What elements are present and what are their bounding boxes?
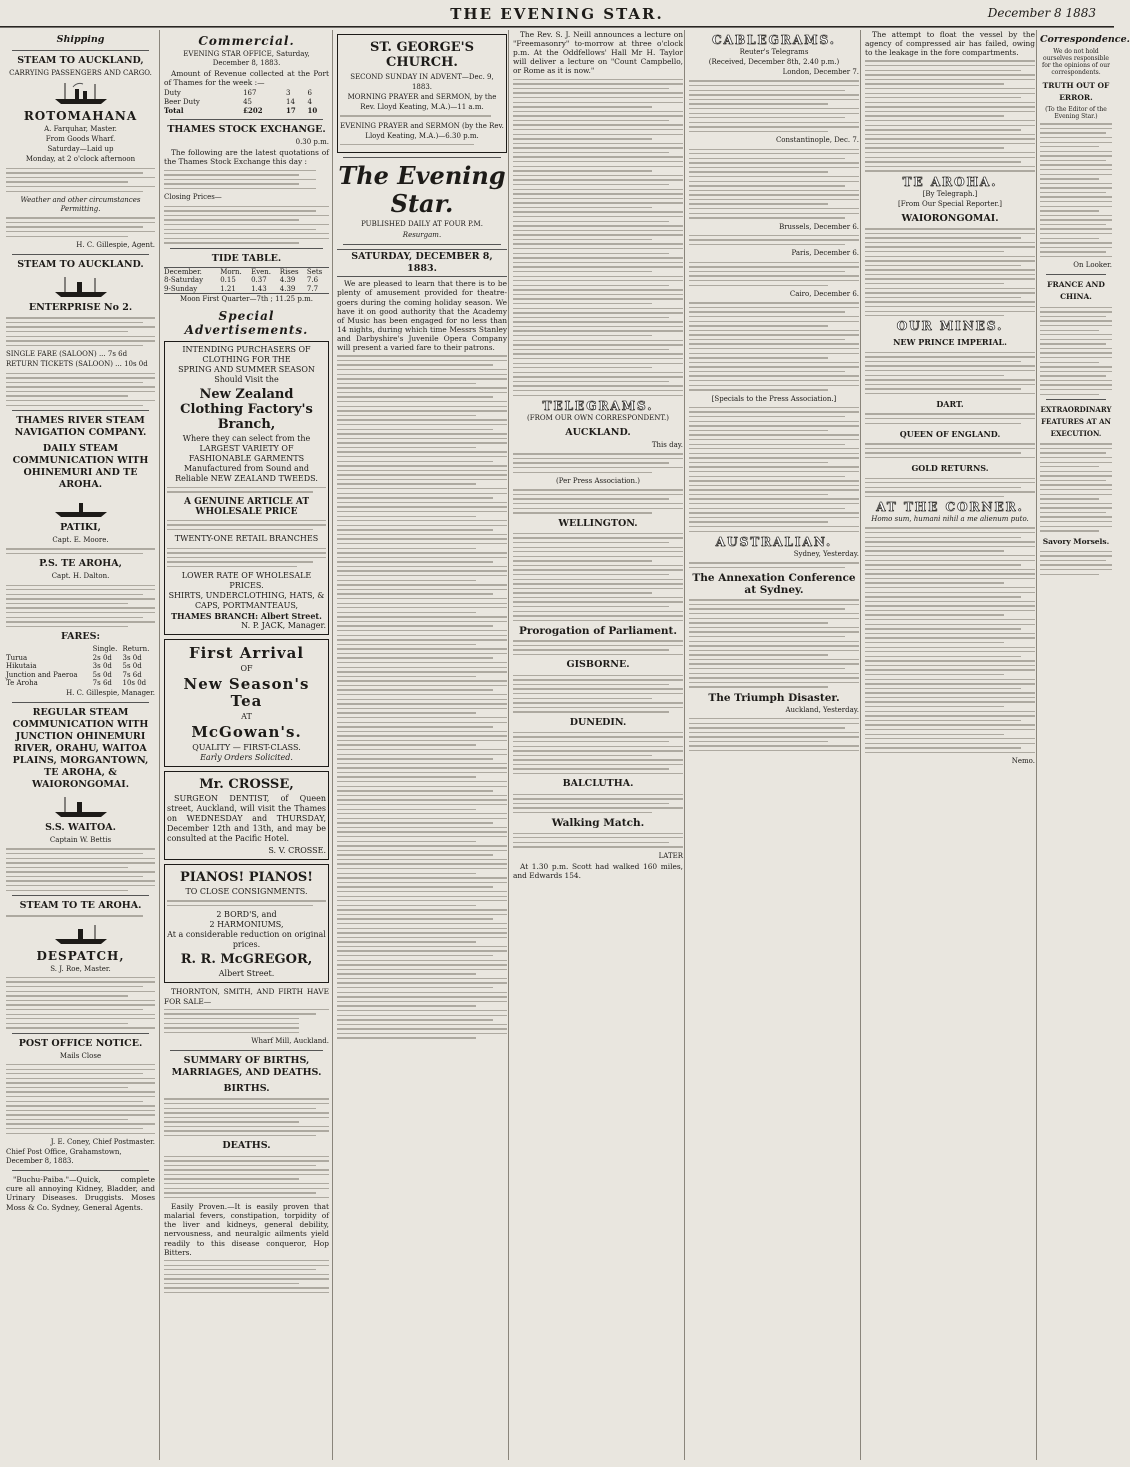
table-row (6, 679, 155, 688)
text-block (167, 520, 326, 531)
text-block (689, 599, 859, 687)
departure-point: From Goods Wharf. (45, 135, 116, 144)
ad-line: SPRING AND SUMMER SEASON Should Visit the (178, 364, 315, 384)
table-cell: 6 (307, 89, 312, 98)
ad-line: 2 BORD'S, and (216, 910, 277, 920)
table-row (164, 285, 329, 294)
text-block (164, 1260, 329, 1293)
table-cell: 3s 0d (92, 662, 112, 671)
ad-title: New Zealand Clothing Factory's Branch, (180, 386, 313, 432)
ad-title: First Arrival (188, 644, 305, 663)
text-block (513, 675, 683, 713)
table-cell: Hikutaia (6, 662, 37, 671)
table-header-row (164, 267, 329, 276)
text-block (164, 1098, 329, 1136)
divider (343, 157, 501, 158)
ad-line: Where they can select from the LARGEST VARIETY OF FASHIONABLE GARMENTS (182, 433, 311, 463)
sailing-line: Monday, at 2 o'clock afternoon (25, 155, 136, 164)
table-cell: Turua (6, 653, 28, 662)
ad-title: New Season's Tea (183, 675, 310, 711)
text-block (1040, 123, 1112, 257)
telegrams-heading: TELEGRAMS. (542, 398, 654, 413)
paragraph-block (164, 148, 329, 166)
text-block (689, 407, 859, 532)
dateline-place: WELLINGTON. (558, 517, 638, 529)
exchange-heading: THAMES STOCK EXCHANGE. (167, 124, 326, 136)
dateline: London, December 7. (782, 68, 859, 77)
story-heading: Savory Morsels. (1042, 536, 1110, 546)
post-date: Chief Post Office, Grahamstown, December 8, 1883. (6, 1148, 122, 1166)
ship-captain: S. J. Roe, Master. (50, 964, 111, 973)
notice-heading: POST OFFICE NOTICE. (18, 1037, 143, 1049)
source-note: Reuter's Telegrams (739, 48, 809, 56)
column-header: Sets (306, 267, 323, 276)
ad-title: PIANOS! PIANOS! (179, 870, 313, 886)
ship-captain: Capt. E. Moore. (52, 535, 109, 544)
paragraph-block (513, 862, 683, 880)
column-editorial (332, 30, 507, 1460)
source-note: [By Telegraph.] (922, 189, 978, 198)
fares-heading: FARES: (60, 631, 101, 643)
text-block (865, 478, 1035, 498)
table-cell: 17 (286, 105, 296, 115)
table-cell: 7s 6d (122, 670, 142, 679)
paragraph: THORNTON, SMITH, AND FIRTH HAVE FOR SALE— (164, 987, 329, 1006)
mine-name: QUEEN OF ENGLAND. (899, 429, 1001, 439)
ad-line: TO CLOSE CONSIGNMENTS. (185, 887, 308, 897)
ad-line: S. V. CROSSE. (268, 846, 326, 856)
ad-heading: DAILY STEAM COMMUNICATION WITH OHINEMURI AND TE AROHA. (12, 442, 149, 490)
ship-name: ENTERPRISE No 2. (28, 302, 133, 314)
office-dateline: EVENING STAR OFFICE, Saturday, December 8, 1883. (183, 50, 310, 68)
column-header: Single. (92, 645, 118, 654)
nameplate: The Evening Star. (338, 161, 506, 219)
paragraph: SURGEON DENTIST, of Queen street, Auckland, will visit the Thames on WEDNESDAY and THURSDAY, December 12th and 13th, and may be consulted at the Pacific Hotel. (167, 794, 326, 844)
ship-name: P.S. TE AROHA, (39, 558, 122, 570)
warning-note: Weather and other circumstances Permitting. (20, 195, 141, 214)
ad-heading: THAMES RIVER STEAM NAVIGATION COMPANY. (14, 414, 147, 438)
paragraph-block (865, 30, 1035, 57)
dateline: Constantinople, Dec. 7. (775, 136, 859, 145)
text-block (164, 170, 329, 190)
ad-line: OF (240, 664, 253, 674)
steamship-icon (53, 794, 109, 818)
table-cell: Duty (164, 89, 181, 98)
divider (12, 50, 149, 51)
ad-line: N. P. JACK, Manager. (241, 621, 326, 631)
masthead-rule (0, 26, 1114, 28)
table-cell: 10s 0d (122, 679, 147, 688)
ship-captain: A. Farquhar, Master. (44, 125, 117, 134)
table-cell: 3s 0d (122, 653, 142, 662)
paragraph: The Rev. S. J. Neill announces a lecture on "Freemasonry" to-morrow at three o'clock p.m. At the Oddfellows' Hall Mr H. Taylor will deliver a lecture on "Count Campbello, or Rome as it is now." (513, 30, 683, 76)
church-notice (337, 34, 507, 153)
text-block (689, 80, 859, 132)
source-note: [Specials to the Press Association.] (711, 394, 837, 403)
divider (170, 1050, 323, 1051)
notice-subheading: Mails Close (59, 1051, 102, 1060)
ad-line: Manufactured from Sound and Reliable NEW ZEALAND TWEEDS. (175, 463, 318, 483)
steamship-icon (53, 921, 109, 945)
notice-line: EVENING PRAYER and SERMON (by the Rev. Lloyd Keating, M.A.)—6.30 p.m. (340, 121, 504, 140)
ad-line: At a considerable reduction on original prices. (167, 930, 326, 950)
table-cell: 4.39 (279, 284, 296, 293)
text-block (1040, 443, 1112, 531)
text-block (164, 1009, 329, 1033)
ship-name: PATIKI, (60, 521, 101, 533)
corner-heading: AT THE CORNER. (876, 500, 1024, 515)
editorial-note: We do not hold ourselves responsible for the opinions of our correspondents. (1041, 48, 1111, 76)
source-note: (Per Press Association.) (556, 477, 640, 486)
table-row (164, 276, 329, 285)
dateline-place: WAIORONGOMAI. (901, 212, 999, 224)
dateline-place: GISBORNE. (566, 659, 630, 671)
ad-line: A GENUINE ARTICLE AT WHOLESALE PRICE (183, 496, 310, 517)
text-block (513, 489, 683, 513)
dateline: SATURDAY, DECEMBER 8, 1883. (337, 249, 507, 277)
ad-signature: Wharf Mill, Auckland. (251, 1037, 329, 1046)
table-cell: 10 (307, 105, 318, 115)
table-cell: 4.39 (279, 276, 296, 285)
story-heading: The Annexation Conference at Sydney. (692, 572, 856, 597)
dateline: Brussels, December 6. (779, 222, 859, 231)
column-correspondence (1036, 30, 1130, 1460)
story-heading: Walking Match. (551, 817, 645, 830)
ad-line: 2 HARMONIUMS, (209, 920, 284, 930)
column-header: Morn. (220, 267, 242, 276)
tide-table (164, 267, 329, 295)
text-block (167, 900, 326, 906)
table-cell: 7s 6d (92, 679, 112, 688)
section-heading: Shipping (56, 34, 105, 45)
letter-address: (To the Editor of the Evening Star.) (1045, 106, 1107, 120)
column-shipping (6, 30, 155, 1460)
mines-heading: OUR MINES. (896, 319, 1004, 334)
story-heading: FRANCE AND CHINA. (1047, 280, 1105, 302)
later-label: LATER (658, 851, 683, 860)
table-cell: 1.21 (220, 284, 236, 293)
text-block (1040, 307, 1112, 395)
ad-line: Albert Street. (218, 969, 275, 979)
exchange-time: 0.30 p.m. (295, 138, 329, 147)
divider (1046, 399, 1106, 400)
paragraph: "Buchu-Paiba."—Quick, complete cure all annoying Kidney, Bladder, and Urinary Diseases. Druggists. Moses Moss & Co. Sydney, General Agents. (6, 1175, 155, 1212)
text-block (6, 373, 155, 406)
text-block (513, 533, 683, 621)
column-commercial (159, 30, 329, 1460)
corner-motto: Homo sum, humani nihil a me alienum puto. (871, 515, 1029, 524)
text-block (689, 562, 859, 568)
leading-article (337, 279, 507, 352)
text-block (167, 548, 326, 568)
story-heading: EXTRAORDINARY FEATURES AT AN EXECUTION. (1040, 405, 1112, 438)
paragraph-block (164, 69, 329, 87)
ship-name: DESPATCH, (36, 948, 125, 963)
divider (1046, 274, 1106, 275)
table-cell: 4 (307, 97, 312, 106)
text-block (865, 352, 1035, 395)
paragraph: Easily Proven.—It is easily proven that malarial fevers, constipation, torpidity of the liver and kidneys, general debility, nervousness, and neuralgic ailments yield readily to this disease conqueror, Hop Bitters. (164, 1202, 329, 1257)
text-block (6, 977, 155, 1029)
dateline: Sydney, Yesterday. (793, 549, 859, 558)
text-block (513, 794, 683, 814)
advertisement-text (6, 1175, 155, 1211)
byline: Nemo. (1011, 757, 1035, 766)
divider (170, 248, 323, 249)
ad-title: R. R. McGREGOR, (180, 952, 313, 968)
paragraph: The following are the latest quotations of the Thames Stock Exchange this day : (164, 148, 329, 167)
steamship-icon (53, 81, 109, 105)
text-block (340, 144, 504, 145)
text-block (337, 355, 507, 1039)
publication-note: PUBLISHED DAILY AT FOUR P.M. (361, 220, 483, 229)
table-cell: Beer Duty (164, 97, 200, 106)
table-row (164, 89, 329, 98)
table-cell: 45 (243, 97, 252, 106)
text-block (6, 1064, 155, 1134)
table-cell: 0.15 (220, 276, 236, 285)
deaths-heading: DEATHS. (222, 1140, 271, 1152)
fare-line: SINGLE FARE (SALOON) ... 7s 6d (6, 350, 128, 359)
text-block (6, 548, 155, 554)
notice-line: SECOND SUNDAY IN ADVENT—Dec. 9, 1883. (350, 73, 494, 91)
dateline-place: DUNEDIN. (569, 716, 627, 728)
text-block (340, 115, 504, 116)
summary-heading: SUMMARY OF BIRTHS, MARRIAGES, AND DEATHS. (171, 1055, 322, 1079)
ship-name: S.S. WAITOA. (45, 822, 116, 834)
ad-heading: REGULAR STEAM COMMUNICATION WITH JUNCTION OHINEMURI RIVER, ORAHU, WAITOA PLAINS, MORGANTOWN, TE AROHA, & WAIORONGOMAI. (12, 707, 149, 791)
letter-signature: On Looker. (1073, 261, 1112, 270)
letter-heading: TRUTH OUT OF ERROR. (1042, 81, 1110, 102)
text-block (513, 833, 683, 848)
newspaper-title: THE EVENING STAR. (450, 5, 664, 23)
divider (12, 1170, 149, 1171)
text-block (164, 1156, 329, 1199)
divider (12, 254, 149, 255)
ad-heading: STEAM TO AUCKLAND. (17, 259, 144, 271)
text-block (6, 168, 155, 192)
story-heading: Prorogation of Parliament. (518, 625, 678, 638)
table-cell: 7.7 (306, 284, 319, 293)
column-header: Even. (251, 267, 272, 276)
ship-name: ROTOMAHANA (23, 109, 138, 124)
table-row (6, 654, 155, 663)
masthead (0, 0, 1114, 27)
ad-line: Early Orders Solicited. (200, 753, 293, 763)
ad-title: McGowan's. (191, 723, 302, 742)
moon-phase: Moon First Quarter—7th ; 11.25 p.m. (180, 295, 313, 304)
text-block (6, 317, 155, 346)
table-header-row (6, 645, 155, 654)
table-cell: Te Aroha (6, 679, 38, 688)
column-telegrams (508, 30, 683, 1460)
births-heading: BIRTHS. (223, 1083, 270, 1095)
story-heading: The Triumph Disaster. (708, 691, 840, 704)
mine-name: GOLD RETURNS. (911, 463, 989, 474)
table-row (6, 671, 155, 680)
divider (12, 895, 149, 896)
divider (12, 1033, 149, 1034)
column-header: December. (164, 267, 202, 276)
fare-line: RETURN TICKETS (SALOON) ... 10s 0d (6, 360, 148, 369)
tea-advertisement (164, 639, 329, 767)
text-block (513, 79, 683, 396)
steamship-icon (53, 494, 109, 518)
text-block (6, 217, 155, 237)
paragraph: At 1.30 p.m. Scott had walked 160 miles, and Edwards 154. (513, 861, 683, 880)
table-cell: 1.43 (251, 284, 267, 293)
text-block (513, 732, 683, 775)
dateline-place: AUCKLAND. (565, 427, 631, 439)
text-block (6, 848, 155, 891)
table-cell: 5s 0d (122, 662, 142, 671)
mine-name: NEW PRINCE IMPERIAL. (893, 337, 1007, 348)
text-block (865, 228, 1035, 316)
paragraph: Amount of Revenue collected at the Port of Thames for the week :— (164, 69, 329, 88)
table-cell: 14 (286, 97, 295, 106)
paragraph-block (164, 987, 329, 1005)
notice-line: MORNING PRAYER and SERMON, by the Rev. Lloyd Keating, M.A.)—11 a.m. (347, 93, 497, 111)
ad-title: Mr. CROSSE, (199, 777, 294, 793)
paragraph-block (167, 794, 326, 844)
ad-heading: STEAM TO AUCKLAND, (17, 55, 144, 66)
dateline: Cairo, December 6. (789, 289, 859, 298)
dateline: Auckland, Yesterday. (785, 705, 859, 714)
australian-heading: AUSTRALIAN. (715, 534, 833, 549)
section-heading: Correspondence. (1040, 34, 1130, 45)
mine-name: DART. (936, 399, 964, 410)
text-block (865, 60, 1035, 171)
divider (12, 702, 149, 703)
motto: Resurgam. (402, 231, 442, 240)
dateline-time: This day. (651, 441, 683, 450)
text-block (865, 413, 1035, 424)
text-block (689, 235, 859, 246)
table-cell: 5s 0d (92, 670, 112, 679)
church-name: ST. GEORGE'S CHURCH. (370, 40, 474, 70)
table-cell: 8-Saturday (164, 276, 204, 285)
text-block (865, 527, 1035, 753)
cablegrams-heading: CABLEGRAMS. (712, 33, 836, 47)
tide-heading: TIDE TABLE. (211, 252, 282, 264)
ad-line: LOWER RATE OF WHOLESALE PRICES. (181, 571, 312, 591)
text-block (6, 915, 155, 916)
paragraph-block (164, 1202, 329, 1257)
text-block (1040, 551, 1112, 575)
clothing-advertisement (164, 341, 329, 636)
table-cell: Total (164, 105, 184, 115)
table-row (164, 107, 329, 116)
section-heading: Special Advertisements. (184, 308, 309, 337)
agent-signature: H. C. Gillespie, Agent. (76, 241, 155, 250)
table-cell: Junction and Paeroa (6, 670, 78, 679)
table-cell: 167 (243, 89, 257, 98)
dentist-advertisement (164, 771, 329, 860)
ad-line: QUALITY — FIRST-CLASS. (192, 743, 301, 753)
divider (12, 410, 149, 411)
steamship-icon (53, 274, 109, 298)
aroha-heading: TE AROHA. (902, 174, 998, 189)
paragraph: The attempt to float the vessel by the agency of compressed air has failed, owing to the leakage in the fore compartments. (865, 30, 1035, 58)
column-header: Rises (279, 267, 299, 276)
pianos-advertisement (164, 864, 329, 983)
column-header: Return. (122, 645, 150, 654)
fares-table (6, 645, 155, 688)
table-cell: £202 (243, 105, 263, 115)
ad-line: AT (241, 712, 252, 722)
dateline: Paris, December 6. (791, 249, 859, 258)
ad-line: SHIRTS, UNDERCLOTHING, HATS, & CAPS, PORTMANTEAUS, (168, 591, 325, 611)
text-block (689, 718, 859, 751)
table-cell: 9-Sunday (164, 284, 198, 293)
text-block (689, 302, 859, 390)
ad-subheading: CARRYING PASSENGERS AND CARGO. (9, 69, 152, 77)
closing-prices-label: Closing Prices— (164, 193, 222, 202)
divider (343, 244, 501, 245)
section-heading: Commercial. (198, 34, 295, 48)
text-block (6, 585, 155, 628)
paragraph-block (513, 30, 683, 75)
issue-date: December 8 1883 (987, 6, 1096, 20)
text-block (513, 453, 683, 473)
manager-signature: H. C. Gillespie, Manager. (66, 689, 155, 698)
paragraph: We are pleased to learn that there is to be plenty of amusement provided for theatre-goers during the coming holiday season. We have it on good authority that the Academy of Music has been engaged for no less than 14 nights, during which time Messrs Stanley and Darbyshire's Juvenile Opera Company will present a varied fare to their patrons. (337, 279, 507, 352)
postmaster-signature: J. E. Coney, Chief Postmaster. (50, 1137, 155, 1146)
text-block (689, 262, 859, 286)
table-cell: 7.6 (306, 276, 319, 285)
source-note: (FROM OUR OWN CORRESPONDENT.) (527, 413, 669, 422)
table-cell: 0.37 (251, 276, 267, 285)
ad-line: TWENTY-ONE RETAIL BRANCHES (174, 534, 319, 544)
column-local-news (860, 30, 1035, 1460)
text-block (865, 443, 1035, 458)
source-note: [From Our Special Reporter.] (898, 199, 1002, 208)
dateline-place: BALCLUTHA. (562, 778, 634, 790)
text-block (689, 149, 859, 219)
ad-heading: STEAM TO TE AROHA. (19, 900, 142, 912)
table-cell: 3 (286, 89, 291, 98)
text-block (167, 487, 326, 493)
received-note: (Received, December 8th, 2.40 p.m.) (708, 58, 840, 67)
divider (170, 119, 323, 120)
ship-captain: Capt. H. Dalton. (51, 572, 110, 581)
table-row (6, 662, 155, 671)
revenue-table (164, 89, 329, 115)
sailing-line: Saturday—Laid up (47, 145, 114, 154)
ad-line: INTENDING PURCHASERS OF CLOTHING FOR THE (182, 344, 311, 364)
text-block (513, 640, 683, 655)
column-cablegrams (684, 30, 859, 1460)
text-block (164, 206, 329, 244)
table-cell: 2s 0d (92, 653, 112, 662)
ship-captain: Captain W. Bettis (49, 836, 112, 845)
ad-line: THAMES BRANCH: Albert Street. (171, 611, 322, 622)
